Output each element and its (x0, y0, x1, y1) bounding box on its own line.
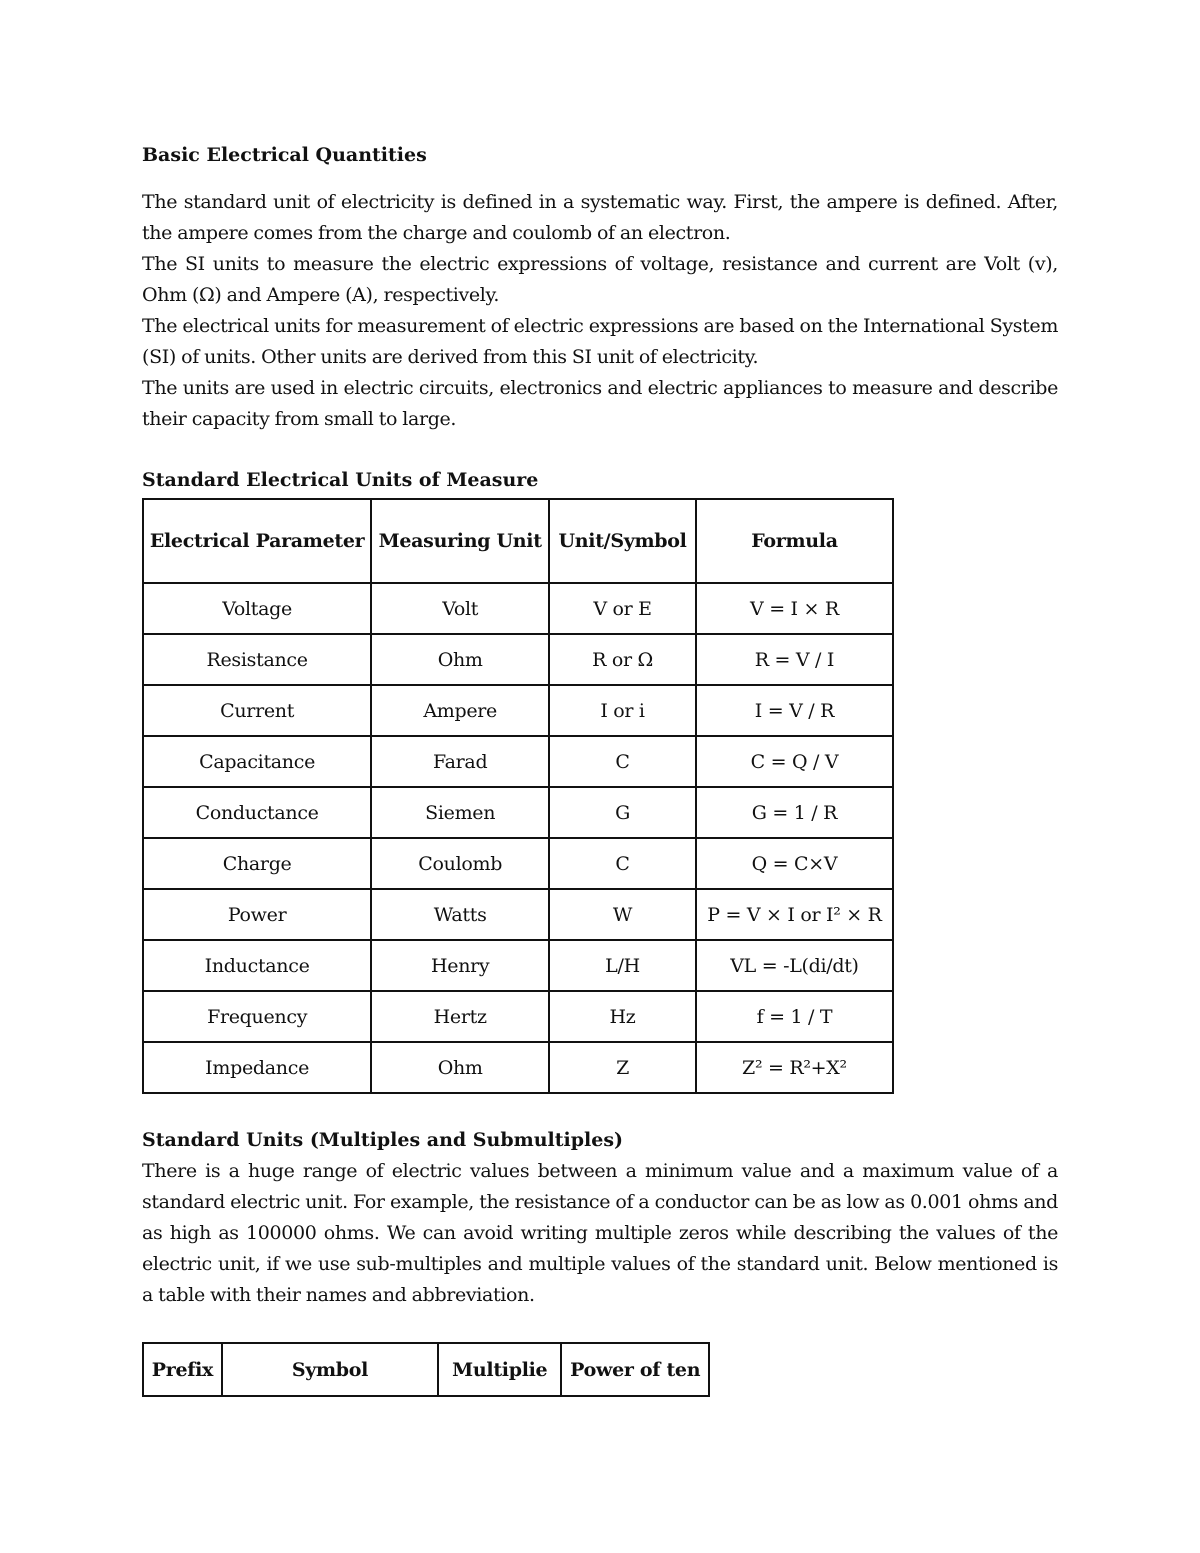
unit-cell: Ohm (371, 1042, 549, 1093)
paragraph-multiples: There is a huge range of electric values between a minimum value and a maximum value of a standard electric unit. For example, the resistance of a conductor can be as low as 0.001 ohms and as high as 100000 ohms. We can avoid writing multiple zeros while describing the values of the electric unit, if we use sub-multiples and multiple values of the standard unit. Below mentioned is a table with their names and abbreviation. (142, 1160, 1058, 1306)
header-power-of-ten: Power of ten (561, 1343, 709, 1396)
table-row (143, 1042, 893, 1093)
formula-cell: Z² = R²+X² (696, 1042, 893, 1093)
section-title-basic-quantities: Basic Electrical Quantities (142, 144, 427, 166)
prefix-table (142, 1342, 710, 1397)
symbol-cell: R or Ω (549, 634, 696, 685)
table-row (143, 838, 893, 889)
parameter-cell: Voltage (143, 583, 371, 634)
document-page (142, 140, 1058, 1397)
paragraph-1: The standard unit of electricity is defined in a systematic way. First, the ampere is defined. After, the ampere comes from the charge and coulomb of an electron. (142, 191, 1058, 244)
paragraph-4: The units are used in electric circuits, electronics and electric appliances to measure and describe their capacity from small to large. (142, 377, 1058, 430)
table-row (143, 991, 893, 1042)
parameter-cell: Resistance (143, 634, 371, 685)
header-electrical-parameter: Electrical Parameter (143, 499, 371, 583)
formula-cell: V = I × R (696, 583, 893, 634)
formula-cell: I = V / R (696, 685, 893, 736)
parameter-cell: Inductance (143, 940, 371, 991)
symbol-cell: Hz (549, 991, 696, 1042)
table-row (143, 889, 893, 940)
header-measuring-unit: Measuring Unit (371, 499, 549, 583)
table-row (143, 736, 893, 787)
table-row (143, 940, 893, 991)
header-unit-symbol: Unit/Symbol (549, 499, 696, 583)
units-table-header-row (143, 499, 893, 583)
spacer (142, 1094, 1058, 1125)
table-row (143, 583, 893, 634)
symbol-cell: Z (549, 1042, 696, 1093)
section-title-multiples: Standard Units (Multiples and Submultiples) (142, 1129, 624, 1151)
formula-cell: C = Q / V (696, 736, 893, 787)
paragraph-2: The SI units to measure the electric expressions of voltage, resistance and current are Volt (v), Ohm (Ω) and Ampere (A), respectively. (142, 253, 1058, 306)
unit-cell: Watts (371, 889, 549, 940)
parameter-cell: Current (143, 685, 371, 736)
header-multiplie: Multiplie (438, 1343, 561, 1396)
units-table-body (143, 583, 893, 1093)
unit-cell: Coulomb (371, 838, 549, 889)
symbol-cell: I or i (549, 685, 696, 736)
table-row (143, 787, 893, 838)
parameter-cell: Power (143, 889, 371, 940)
parameter-cell: Capacitance (143, 736, 371, 787)
symbol-cell: W (549, 889, 696, 940)
parameter-cell: Impedance (143, 1042, 371, 1093)
unit-cell: Ohm (371, 634, 549, 685)
header-prefix: Prefix (143, 1343, 222, 1396)
table-row (143, 685, 893, 736)
unit-cell: Volt (371, 583, 549, 634)
header-formula: Formula (696, 499, 893, 583)
symbol-cell: L/H (549, 940, 696, 991)
formula-cell: R = V / I (696, 634, 893, 685)
symbol-cell: V or E (549, 583, 696, 634)
unit-cell: Henry (371, 940, 549, 991)
symbol-cell: C (549, 838, 696, 889)
prefix-table-header-row (143, 1343, 709, 1396)
unit-cell: Ampere (371, 685, 549, 736)
unit-cell: Farad (371, 736, 549, 787)
parameter-cell: Charge (143, 838, 371, 889)
spacer (142, 435, 1058, 465)
units-table (142, 498, 894, 1094)
paragraph-3: The electrical units for measurement of electric expressions are based on the International System (SI) of units. Other units are derived from this SI unit of electricity. (142, 315, 1058, 368)
formula-cell: VL = -L(di/dt) (696, 940, 893, 991)
formula-cell: f = 1 / T (696, 991, 893, 1042)
spacer (142, 1311, 1058, 1342)
formula-cell: P = V × I or I² × R (696, 889, 893, 940)
header-symbol: Symbol (222, 1343, 438, 1396)
parameter-cell: Conductance (143, 787, 371, 838)
formula-cell: Q = C×V (696, 838, 893, 889)
symbol-cell: C (549, 736, 696, 787)
table-row (143, 634, 893, 685)
unit-cell: Siemen (371, 787, 549, 838)
unit-cell: Hertz (371, 991, 549, 1042)
section-title-units-of-measure: Standard Electrical Units of Measure (142, 469, 539, 491)
symbol-cell: G (549, 787, 696, 838)
parameter-cell: Frequency (143, 991, 371, 1042)
formula-cell: G = 1 / R (696, 787, 893, 838)
